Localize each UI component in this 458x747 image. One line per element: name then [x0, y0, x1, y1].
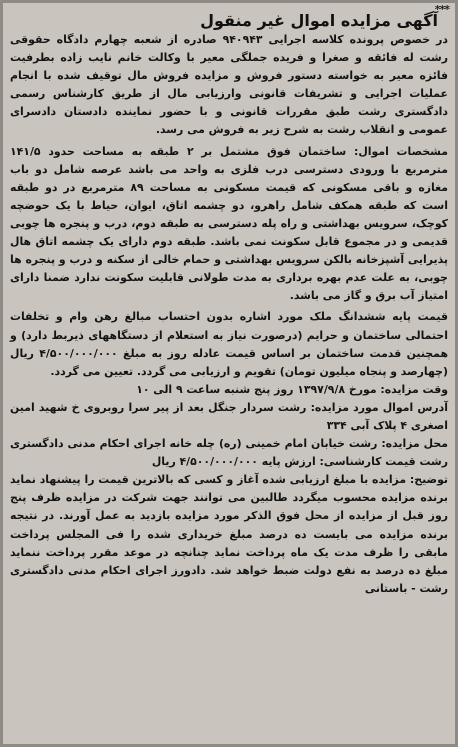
- header-stars: ***: [434, 3, 449, 16]
- separator: [10, 306, 448, 307]
- separator: [10, 141, 448, 142]
- paragraph-base-price: قیمت پایه ششدانگ ملک مورد اشاره بدون احتساب مبالغ رهن وام و تخلفات احتمالی ساختمان و حرایم (درصورت نیاز به استعلام از دستگاههای ذیربط دارد) و همچنین قدمت ساختمان بر اساس قیمت عادله روز به مبلغ ۴/۵۰۰/۰۰۰/۰۰۰ ریال (چهارصد و پنجاه میلیون تومان) تقویم و ارزیابی می گردد. تعیین می گردد.: [10, 310, 448, 378]
- paragraph-auction-location: محل مزایده: رشت خیابان امام خمینی (ره) چله خانه اجرای احکام مدنی دادگستری رشت قیمت کارشناسی: ارزش پایه ۴/۵۰۰/۰۰۰/۰۰۰ ریال: [10, 437, 448, 469]
- paragraph-terms: توضیح: مزایده با مبلغ ارزیابی شده آغاز و کسی که بالاترین قیمت را پیشنهاد نماید برنده مزایده محسوب میگردد طالبین می توانند جهت شرکت در مزایده ظرف پنج روز قبل از مزایده از محل فوق الذکر مورد مزایده بازدید به عمل آورند. در نتیجه برنده مزایده می بایست ده درصد مبلغ خریداری شده را فی المجلس پرداخت مابقی را ظرف مدت یک ماه پرداخت نماید چنانچه در موعد مقرر پرداخت ننماید مبلغ ده درصد به نفع دولت ضبط خواهد شد. دادورز اجرای احکام مدنی دادگستری رشت - باستانی: [10, 473, 448, 595]
- paragraph-property-specs: مشخصات اموال: ساختمان فوق مشتمل بر ۲ طبقه به مساحت حدود ۱۴۱/۵ مترمربع با ورودی دسترسی درب فلزی به واحد می باشد عرصه شامل دو باب مغازه و باقی مسکونی که قیمت مسکونی به مساحت ۸۹ مترمربع در دو طبقه است که طبقه همکف شامل راهرو، دو چشمه اتاق، ایوان، حیاط با یک حوضچه کوچک، سرویس بهداشتی و راه پله دسترسی به طبقه دوم، درب و پنجره ها چوبی قدیمی و در مجموع قابل سکونت نمی باشد. طبقه دوم دارای یک چشمه اتاق هال پذیرایی آشپزخانه بالکن سرویس بهداشتی و حمام خالی از سکنه و درب و پنجره ها چوبی، به علت عدم بهره برداری به مدت طولانی قابلیت سکونت ندارد ضمنا دارای امتیاز آب برق و گاز می باشد.: [10, 144, 448, 303]
- newspaper-clipping: [3, 3, 455, 744]
- notice-title: آگهی مزایده اموال غیر منقول: [200, 11, 438, 30]
- paragraph-property-address: آدرس اموال مورد مزایده: رشت سردار جنگل بعد از پیر سرا روبروی خ شهید امین اصغری ۴ پلاک آبی ۳۳۴: [10, 400, 448, 432]
- paragraph-auction-time: وقت مزایده: مورخ ۱۳۹۷/۹/۸ روز پنج شنبه ساعت ۹ الی ۱۰: [136, 382, 448, 396]
- paragraph-case-intro: در خصوص پرونده کلاسه اجرایی ۹۴۰۹۴۳ صادره از شعبه چهارم دادگاه حقوقی رشت له فائقه و صغرا و فریده جملگی معیر با وکالت خانم نایب زاده بطرفیت فائزه معیر به خواسته دستور فروش و مزایده فروش مال توقیف شده با انجام عملیات اجرایی و تشریفات قانونی وارزیابی مال از طریق کارشناس رسمی دادگستری رشت طبق مقررات قانونی و با حضور نماینده دادستان دادسرای عمومی و انقلاب رشت به شرح زیر به فروش می رسد.: [10, 33, 448, 137]
